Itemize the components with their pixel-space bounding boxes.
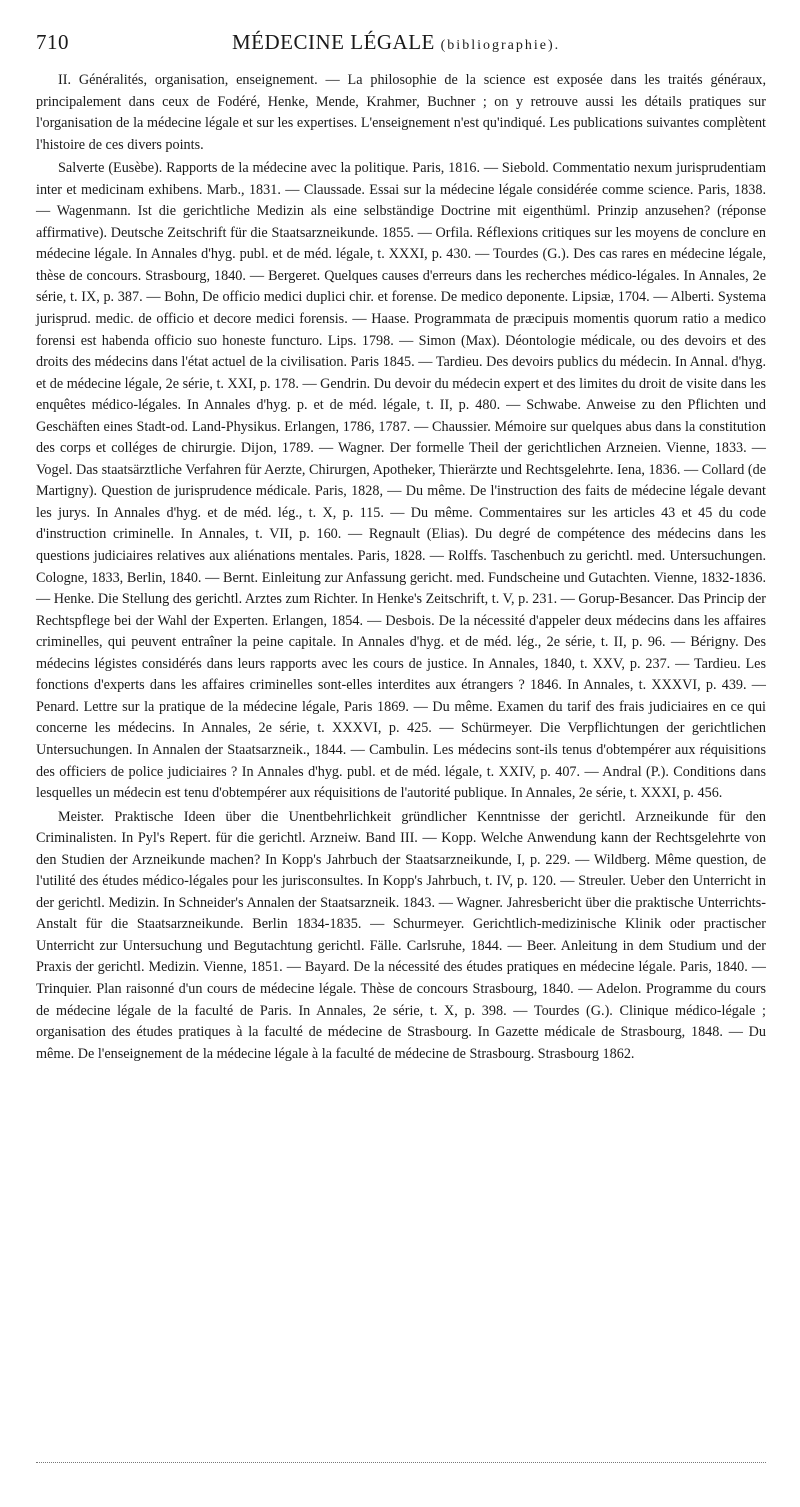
running-title: [232, 30, 560, 55]
paragraph-bibliography-enseignement: Meister. Praktische Ideen über die Unentbehrlichkeit gründlicher Kenntnisse der gerichtl. Arzneikunde für den Criminalisten. In Pyl's Repert. für die gerichtl. Arzneiw. Band III. — Kopp. Welche Anwendung kann der Rechtsgelehrte von den Studien der Arzneikunde machen? In Kopp's Jahrbuch der Staatsarzneikunde, I, p. 229. — Wildberg. Même question, de l'utilité des études médico-légales pour les jurisconsultes. In Kopp's Jahrbuch, t. IV, p. 120. — Streuler. Ueber den Unterricht in der gerichtl. Medizin. In Schneider's Annalen der Staatsarzneik. 1843. — Wagner. Jahresbericht über die praktische Unterrichts-Anstalt für die Staatsarzneikunde. Berlin 1834-1835. — Schurmeyer. Gerichtlich-medizinische Klinik oder practischer Unterricht zur Untersuchung und Begutachtung gerichtl. Fälle. Carlsruhe, 1844. — Beer. Anleitung in dem Studium und der Praxis der gerichtl. Medizin. Vienne, 1851. — Bayard. De la nécessité des études pratiques en médecine légale. Paris, 1840. — Trinquier. Plan raisonné d'un cours de médecine légale. Thèse de concours Strasbourg, 1840. — Adelon. Programme du cours de médecine légale de la faculté de Paris. In Annales, 2e série, t. X, p. 398. — Tourdes (G.). Clinique médico-légale ; organisation des études pratiques à la faculté de médecine de Strasbourg. In Gazette médicale de Strasbourg, 1848. — Du même. De l'enseignement de la médecine légale à la faculté de médecine de Strasbourg. Strasbourg 1862.: [36, 808, 766, 1062]
footer-rule: [36, 1462, 766, 1463]
paragraph-generalites: II. Généralités, organisation, enseignement. — La philosophie de la science est exposée dans les traités généraux, principalement dans ceux de Fodéré, Henke, Mende, Krahmer, Buchner ; on y retrouve aussi les détails pratiques sur l'organisation de la médecine légale et sur les expertises. L'enseignement n'est qu'indiqué. Les publications suivantes complètent l'histoire de ces divers points.: [36, 72, 766, 153]
running-title-main: MÉDECINE LÉGALE: [232, 30, 435, 54]
paragraph-bibliography-organisation: Salverte (Eusèbe). Rapports de la médecine avec la politique. Paris, 1816. — Siebold. Commentatio nexum jurisprudentiam inter et medicinam exhibens. Marb., 1831. — Claussade. Essai sur la médecine légale considérée comme science. Paris, 1838. — Wagenmann. Ist die gerichtliche Medizin als eine selbständige Doctrine mit eigenthüml. Prinzip anzusehen? (réponse affirmative). Deutsche Zeitschrift für die Staatsarzneikunde. 1855. — Orfila. Réflexions critiques sur les moyens de conclure en médecine légale. In Annales d'hyg. publ. et de méd. légale, t. XXXI, p. 430. — Tourdes (G.). Des cas rares en médecine légale, thèse de concours. Strasbourg, 1840. — Bergeret. Quelques causes d'erreurs dans les recherches médico-légales. In Annales, 2e série, t. IX, p. 387. — Bohn, De officio medici duplici chir. et forense. De medico deponente. Lipsiæ, 1704. — Alberti. Systema jurisprud. medic. de officio et decore medici forensis. — Haase. Programmata de præcipuis momentis quorum ratio a medico forensi est habenda officio suo honeste functuro. Lips. 1798. — Simon (Max). Déontologie médicale, ou des devoirs et des droits des médecins dans l'état actuel de la civilisation. Paris 1845. — Tardieu. Des devoirs publics du médecin. In Annal. d'hyg. et de médecine légale, 2e série, t. XXI, p. 178. — Gendrin. Du devoir du médecin expert et des limites du droit de visite dans les enquêtes médico-légales. In Annales d'hyg. p. et de méd. légale, t. II, p. 480. — Schwabe. Anweise zu den Pflichten und Geschäften eines Stadt-od. Land-Physikus. Erlangen, 1786, 1787. — Chaussier. Mémoire sur quelques abus dans la constitution des corps et colléges de chirurgie. Dijon, 1789. — Wagner. Der formelle Theil der gerichtlichen Arzneien. Vienne, 1833. — Vogel. Das staatsärztliche Verfahren für Aerzte, Chirurgen, Apotheker, Thierärzte und Rechtsgelehrte. Iena, 1836. — Collard (de Martigny). Question de jurisprudence médicale. Paris, 1828, — Du même. De l'instruction des faits de médecine légale devant les jurys. In Annales d'hyg. et de méd. lég., t. X, p. 115. — Du même. Commentaires sur les articles 43 et 45 du code d'instruction criminelle. In Annales, t. VII, p. 160. — Regnault (Elias). Du degré de compétence des médecins dans les questions judiciaires relatives aux aliénations mentales. Paris, 1828. — Rolffs. Taschenbuch zu gerichtl. med. Untersuchungen. Cologne, 1833, Berlin, 1840. — Bernt. Einleitung zur Anfassung gericht. med. Fundscheine und Gutachten. Vienne, 1832-1836. — Henke. Die Stellung des gerichtl. Arztes zum Richter. In Henke's Zeitschrift, t. V, p. 231. — Gorup-Besancer. Das Princip der Rechtspflege bei der Wahl der Experten. Erlangen, 1854. — Desbois. De la nécessité d'appeler deux médecins dans les affaires criminelles, qui peuvent entraîner la peine capitale. In Annales d'hyg. et de méd. lég., 2e série, t. II, p. 96. — Bérigny. Des médecins légistes considérés dans leurs rapports avec les cours de justice. In Annales, 1840, t. XXV, p. 237. — Tardieu. Les fonctions d'experts dans les affaires criminelles sont-elles interdites aux étrangers ? 1846. In Annales, t. XXXVI, p. 439. — Penard. Lettre sur la pratique de la médecine légale, Paris 1869. — Du même. Examen du tarif des frais judiciaires en ce qui concerne les médecins. In Annales, 2e série, t. XXXVI, p. 425. — Schürmeyer. Die Verpflichtungen der gerichtlichen Untersuchungen. In Annalen der Staatsarzneik., 1844. — Cambulin. Les médecins sont-ils tenus d'obtempérer aux réquisitions des officiers de police judiciaires ? In Annales d'hyg. publ. et de méd. légale, t. XXIV, p. 407. — Andral (P.). Conditions dans lesquelles un médecin est tenu d'obtempérer aux réquisitions de l'autorité publique. In Annales, 2e série, t. XXXI, p. 456.: [36, 160, 766, 802]
page-body: [36, 70, 766, 1065]
running-header: [36, 30, 766, 64]
page-number: 710: [36, 30, 69, 54]
running-title-section: (bibliographie).: [440, 38, 561, 53]
